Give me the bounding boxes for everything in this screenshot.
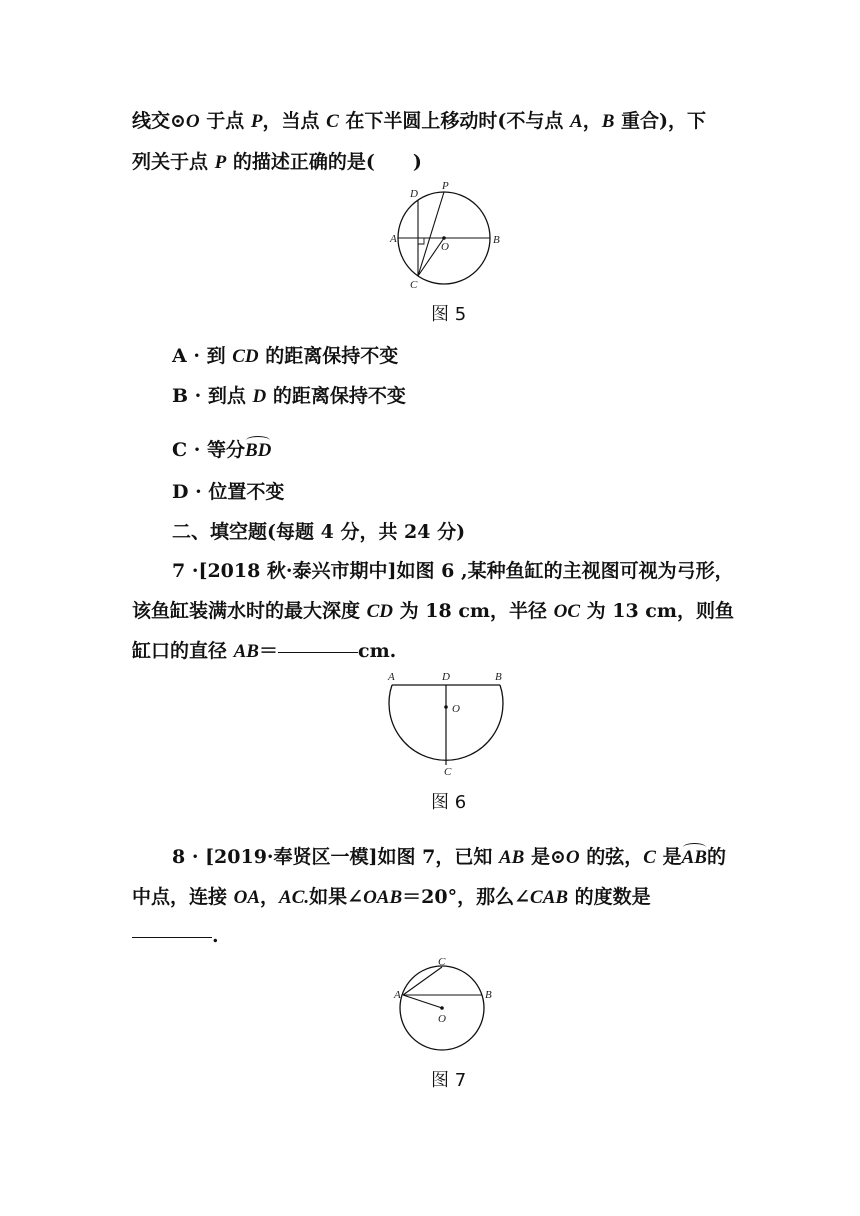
text: ，当点: [262, 110, 327, 132]
point-O: [442, 236, 446, 240]
option-a: [172, 341, 398, 368]
var-P: P: [214, 152, 227, 173]
text: 的弦，: [579, 846, 644, 868]
q7-line3: [132, 636, 396, 663]
text: 的描述正确的是( ): [226, 151, 422, 173]
text: 列关于点: [132, 151, 215, 173]
text: 是⊙: [524, 846, 566, 868]
text: ＝: [258, 640, 278, 662]
label-O: O: [441, 241, 449, 253]
text: 的距离保持不变: [258, 345, 399, 367]
label-O: O: [438, 1013, 446, 1025]
text: cm.: [358, 640, 397, 662]
q7-line1: 7 ·[2018 秋·泰兴市期中]如图 6 ,某种鱼缸的主视图可视为弓形，: [172, 560, 734, 582]
text: 的度数是: [568, 886, 651, 908]
q8-line1: [172, 842, 726, 869]
line-AO: [403, 995, 442, 1008]
line-CP: [418, 192, 444, 276]
var-A: A: [570, 111, 583, 132]
label-D: D: [410, 188, 418, 200]
text: 线交⊙: [132, 110, 186, 132]
label-B: B: [485, 989, 492, 1001]
point-O: [444, 705, 448, 709]
text: .: [212, 925, 219, 947]
option-key: B ·: [172, 385, 208, 407]
right-angle-mark: [418, 238, 424, 244]
label-B: B: [493, 234, 500, 246]
label-A: A: [394, 989, 401, 1001]
var-AB: AB: [499, 847, 525, 868]
text: 缸口的直径: [132, 640, 234, 662]
var-CD: CD: [232, 346, 259, 367]
label-C: C: [410, 279, 418, 291]
text: 的: [706, 846, 726, 868]
var-CAB: CAB: [530, 887, 569, 908]
option-key: A ·: [172, 345, 207, 367]
figure-6: [380, 668, 510, 778]
label-C: C: [444, 766, 452, 778]
section-heading: 二、填空题(每题 4 分，共 24 分): [172, 521, 466, 543]
var-P: P: [250, 111, 263, 132]
var-AB: AB: [233, 641, 259, 662]
label-B: B: [495, 671, 502, 683]
text: 在下半圆上移动时(不与点: [338, 110, 571, 132]
label-C: C: [438, 956, 446, 968]
var-OC: OC: [553, 601, 581, 622]
var-OA: OA: [233, 887, 261, 908]
q6-line2: [132, 147, 422, 174]
label-P: P: [442, 180, 449, 192]
var-O: O: [565, 847, 580, 868]
text: 到: [206, 345, 233, 367]
var-C: C: [326, 111, 339, 132]
option-key: C ·: [172, 439, 207, 461]
q7-line2: [132, 596, 734, 623]
label-O: O: [452, 703, 460, 715]
text: 等分: [206, 439, 245, 461]
text: ＝20°，那么∠: [402, 886, 531, 908]
option-d: [172, 477, 284, 504]
text: 如果∠: [309, 886, 364, 908]
text: 中点，连接: [132, 886, 234, 908]
var-CD: CD: [366, 601, 394, 622]
var-B: B: [601, 111, 615, 132]
var-C: C: [643, 847, 656, 868]
point-O: [440, 1006, 444, 1010]
text: 重合)，下: [614, 110, 707, 132]
text: 的距离保持不变: [266, 385, 406, 407]
text: 到点: [207, 385, 253, 407]
var-O: O: [185, 111, 200, 132]
text: 于点: [199, 110, 251, 132]
option-b: [172, 381, 406, 408]
figure-7: [390, 956, 500, 1056]
answer-blank: [132, 936, 212, 938]
arc-BD: BD: [244, 440, 272, 461]
text: 位置不变: [208, 481, 285, 503]
text: 为 13 cm，则鱼: [580, 600, 734, 622]
var-D: D: [252, 386, 267, 407]
text: 该鱼缸装满水时的最大深度: [132, 600, 367, 622]
text: ，: [582, 110, 602, 132]
text: 是: [655, 846, 682, 868]
figure-7-caption: 图 7: [431, 1070, 467, 1091]
option-c: [172, 435, 271, 462]
text: 8 · [2019·奉贤区一模]如图 7，已知: [172, 846, 499, 868]
figure-5-caption: 图 5: [431, 304, 467, 325]
label-A: A: [388, 671, 395, 683]
figure-6-caption: 图 6: [431, 792, 467, 813]
arc-AB: AB: [681, 847, 707, 868]
text: 为 18 cm，半径: [393, 600, 554, 622]
q8-line2: [132, 882, 651, 909]
figure-5: [380, 180, 510, 292]
var-AC: AC.: [279, 887, 310, 908]
var-OAB: OAB: [363, 887, 403, 908]
label-D: D: [442, 671, 450, 683]
text: ，: [260, 886, 280, 908]
q6-line1: [132, 106, 706, 133]
q8-line3: [132, 925, 219, 947]
answer-blank: [278, 651, 358, 653]
option-key: D ·: [172, 481, 209, 503]
label-A: A: [390, 233, 397, 245]
